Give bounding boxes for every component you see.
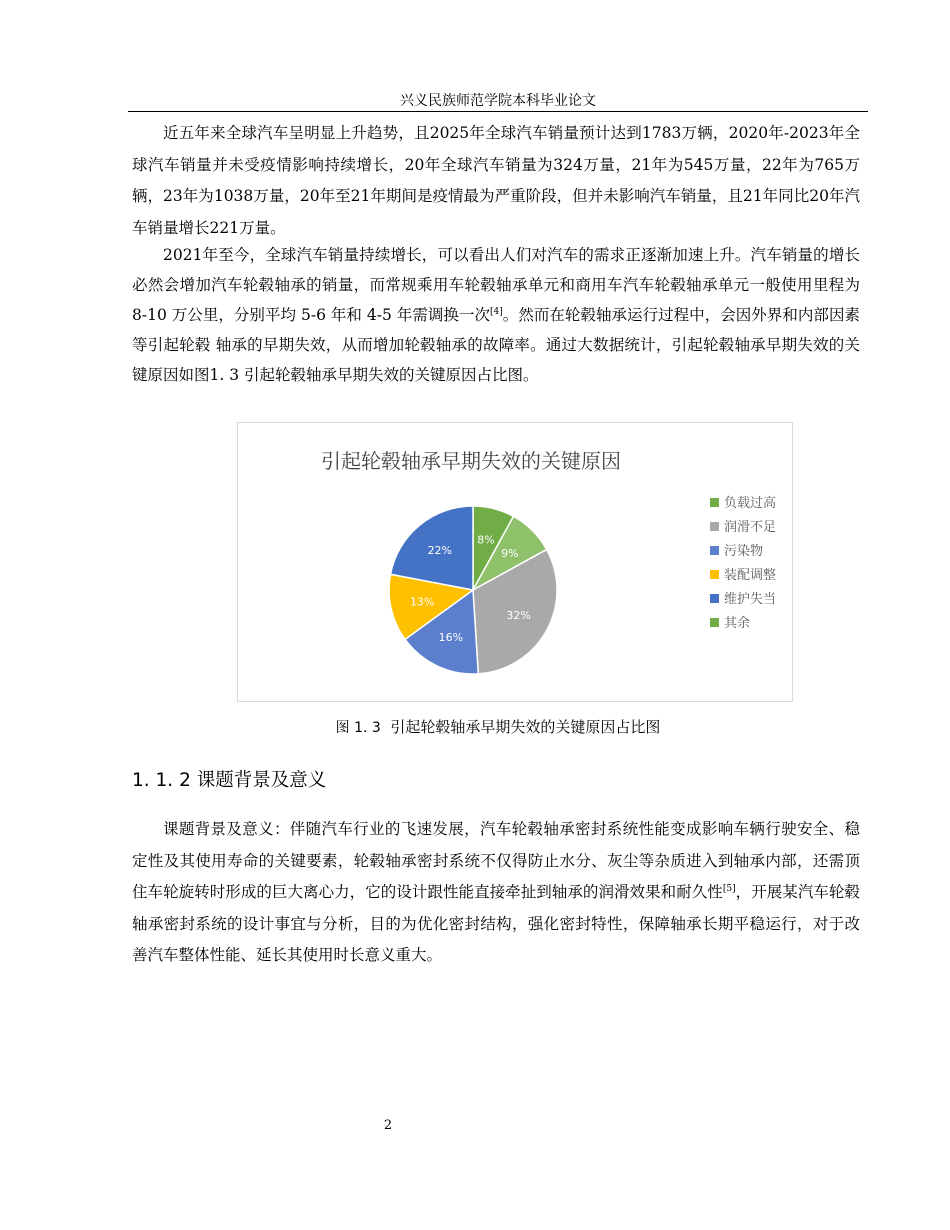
pie-slice-label: 9% <box>501 547 519 561</box>
page-number: 2 <box>383 1118 393 1133</box>
paragraph-text: 2021年至今，全球汽车销量持续增长，可以看出人们对汽车的需求正逐渐加速上升。汽车销量的增长必然会增加汽车轮毂轴承的销量，而常规乘用车轮毂轴承单元和商用车汽车轮毂轴承单元一般使用里程为 8-10 万公里，分别平均 5-6 年和 4-5 年需调换一次 <box>132 246 860 324</box>
paragraph-text: ，开展某汽车轮毂轴承密封系统的设计事宜与分析，目的为优化密封结构，强化密封特性，保障轴承长期平稳运行，对于改善汽车整体性能、延长其使用时长意义重大。 <box>132 883 860 964</box>
chart-legend <box>710 495 776 639</box>
paragraph-sales-trend: 近五年来全球汽车呈明显上升趋势，且2025年全球汽车销量预计达到1783万辆，2020年-2023年全球汽车销量并未受疫情影响持续增长，20年全球汽车销量为324万量，21年为545万量，22年为765万辆，23年为1038万量，20年至21年期间是疫情最为严重阶段，但并未影响汽车销量，且21年同比20年汽车销量增长221万量。 <box>132 124 860 237</box>
citation-ref[interactable]: [5] <box>722 883 736 894</box>
legend-item <box>710 543 776 567</box>
paragraph-text: 课题背景及意义：伴随汽车行业的飞速发展，汽车轮毂轴承密封系统性能变成影响车辆行驶安全、稳定性及其使用寿命的关键要素，轮毂轴承密封系统不仅得防止水分、灰尘等杂质进入到轴承内部，还需顶住车轮旋转时形成的巨大离心力，它的设计跟性能直接牵扯到轴承的润滑效果和耐久性 <box>132 820 860 901</box>
legend-item <box>710 567 776 591</box>
paragraph-text: 。然而在轮毂轴承运行过程中，会因外界和内部因素等引起轮毂 轴承的早期失效，从而增加轮毂轴承的故障率。通过大数据统计，引起轮毂轴承早期失效的关键原因如图1. 3 引起轮毂轴承早期失效的关键原因占比图。 <box>132 306 860 384</box>
legend-item <box>710 495 776 519</box>
section-heading: 1. 1. 2 课题背景及意义 <box>132 770 327 791</box>
legend-swatch <box>710 570 719 579</box>
legend-item <box>710 591 776 615</box>
figure-caption-label: 图 1. 3 <box>335 720 381 736</box>
pie-chart-plot <box>238 423 704 701</box>
legend-label: 润滑不足 <box>724 520 777 535</box>
legend-label: 其余 <box>724 616 751 631</box>
legend-label: 维护失当 <box>724 592 777 607</box>
legend-swatch <box>710 618 719 627</box>
pie-slice-label: 13% <box>409 595 435 609</box>
pie-slice-label: 22% <box>427 543 453 557</box>
legend-swatch <box>710 546 719 555</box>
legend-swatch <box>710 594 719 603</box>
pie-slice-label: 8% <box>477 533 495 547</box>
legend-swatch <box>710 498 719 507</box>
chart-title: 引起轮毂轴承早期失效的关键原因 <box>321 449 621 473</box>
running-header: 兴义民族师范学院本科毕业论文 <box>400 93 596 109</box>
paragraph-significance <box>132 814 860 972</box>
legend-swatch <box>710 522 719 531</box>
figure-caption-text: 引起轮毂轴承早期失效的关键原因占比图 <box>390 718 661 736</box>
legend-label: 负载过高 <box>724 496 777 511</box>
legend-item <box>710 615 776 639</box>
pie-chart <box>237 422 793 702</box>
header-rule <box>128 111 868 112</box>
legend-label: 污染物 <box>724 544 764 559</box>
legend-label: 装配调整 <box>724 568 777 583</box>
figure-caption <box>128 716 868 737</box>
paragraph-demand-growth <box>132 240 860 390</box>
legend-item <box>710 519 776 543</box>
pie-slice-label: 16% <box>438 631 464 645</box>
pie-slice-label: 32% <box>506 609 531 623</box>
citation-ref[interactable]: [4] <box>490 306 503 317</box>
